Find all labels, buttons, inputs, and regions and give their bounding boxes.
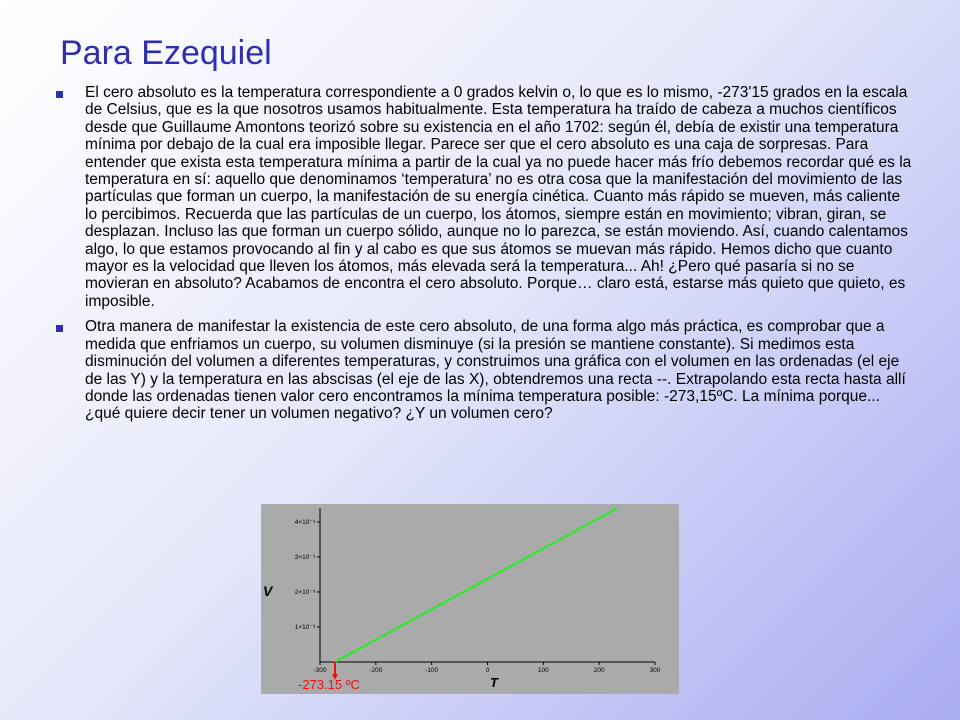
y-tick-label: 4×10⁻³ (294, 519, 315, 526)
square-bullet-icon (56, 325, 63, 332)
paragraph-text: El cero absoluto es la temperatura correspondiente a 0 grados kelvin o, lo que es lo mismo, -273'15 grados en la escala de Celsius, que es la que nosotros usamos habitualmente. Esta temperatura ha traído de cabeza a muchos científicos desde que Guillaume Amontons teorizó sobre su existencia en el año 1702: según él, debía de existir una temperatura mínima por debajo de la cual era imposible llegar. Parece ser que el cero absoluto es una caja de sorpresas. Para entender que exista esta temperatura mínima a partir de la cual ya no puede hacer más frío debemos recordar qué es la temperatura en sí: aquello que denominamos ‘temperatura’ no es otra cosa que la manifestación del movimiento de las partículas que forman un cuerpo, la manifestación de su energía cinética. Cuanto más rápido se mueven, más caliente lo percibimos. Recuerda que las partículas de un cuerpo, los átomos, siempre están en movimiento; vibran, giran, se desplazan. Incluso las que forman un cuerpo sólido, aunque no lo parezca, se están moviendo. Así, cuando calentamos algo, lo que estamos provocando al fin y al cabo es que sus átomos se muevan más rápido. Hemos dicho que cuanto mayor es la velocidad que lleven los átomos, más elevada será la temperatura... Ah! ¿Pero qué pasaría si no se movieran en absoluto? Acabamos de encontra el cero absoluto. Porque… claro está, estarse más quieto que quieto, es imposible. (85, 84, 912, 310)
x-tick-label: 0 (485, 667, 490, 674)
volume-temperature-chart (261, 504, 679, 694)
bullet-paragraph-2 (56, 318, 912, 422)
y-tick-label: 2×10⁻³ (294, 589, 315, 596)
bullet-paragraph-1 (56, 84, 912, 310)
x-tick-label: 300 (649, 667, 661, 674)
x-tick-label: 100 (537, 667, 549, 674)
x-tick-label: 200 (593, 667, 605, 674)
square-bullet-icon (56, 91, 63, 98)
x-tick-label: -200 (369, 667, 383, 674)
y-axis-label: V (263, 583, 273, 599)
annotation-label: -273.15 ºC (298, 677, 360, 692)
x-axis-label: T (490, 675, 498, 690)
paragraph-text: Otra manera de manifestar la existencia de este cero absoluto, de una forma algo más práctica, es comprobar que a medida que enfriamos un cuerpo, su volumen disminuye (si la presión se mantiene constante). Si medimos esta disminución del volumen a diferentes temperaturas, y construimos una gráfica con el volumen en las ordenadas (el eje de las Y) y la temperatura en las abscisas (el eje de las X), obtendremos una recta --. Extrapolando esta recta hasta allí donde las ordenadas tienen valor cero encontramos la mínima temperatura posible: -273,15ºC. La mínima porque... ¿qué quiere decir tener un volumen negativo? ¿Y un volumen cero? (85, 318, 906, 423)
series-line (335, 508, 618, 662)
chart-svg (261, 504, 679, 694)
slide-body (56, 84, 912, 431)
y-tick-label: 1×10⁻³ (294, 624, 315, 631)
y-tick-label: 3×10⁻³ (294, 554, 315, 561)
x-tick-label: -300 (313, 667, 327, 674)
slide-title: Para Ezequiel (60, 34, 272, 72)
x-tick-label: -100 (425, 667, 439, 674)
